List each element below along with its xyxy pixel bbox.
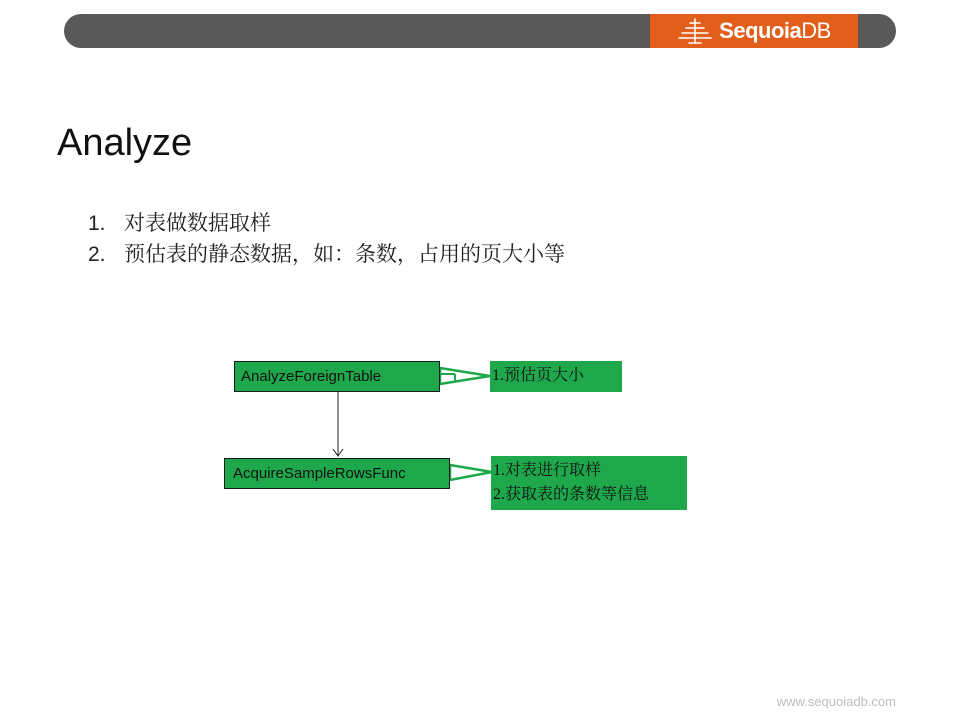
tree-icon — [677, 17, 713, 45]
bullet-number: 1. — [88, 212, 106, 235]
bullet-list — [88, 208, 565, 270]
bullet-number: 2. — [88, 243, 106, 266]
bullet-text: 对表做数据取样 — [124, 212, 271, 235]
bullet-item — [88, 239, 565, 270]
sequoiadb-logo — [650, 14, 858, 48]
node-label: AcquireSampleRowsFunc — [233, 465, 406, 482]
note-line: 1.预估页大小 — [492, 367, 585, 384]
footer-url: www.sequoiadb.com — [776, 694, 896, 709]
node-acquire-sample-rows-func — [224, 458, 450, 489]
node-label: AnalyzeForeignTable — [241, 368, 382, 385]
bullet-item — [88, 208, 565, 239]
flow-arrowhead — [333, 449, 343, 456]
note-sampling — [491, 456, 687, 510]
logo-text-strong: Sequoia — [719, 18, 802, 43]
node-analyze-foreign-table — [234, 361, 440, 392]
page-title: Analyze — [57, 122, 193, 164]
note-line: 2.获取表的条数等信息 — [493, 486, 650, 503]
callout-1 — [440, 368, 490, 384]
callout-2 — [450, 465, 492, 480]
bullet-text: 预估表的静态数据，如：条数，占用的页大小等 — [124, 243, 565, 266]
note-line: 1.对表进行取样 — [493, 462, 602, 479]
note-estimate-page-size — [490, 361, 622, 392]
logo-wordmark — [719, 20, 831, 42]
logo-text-light: DB — [801, 18, 831, 43]
